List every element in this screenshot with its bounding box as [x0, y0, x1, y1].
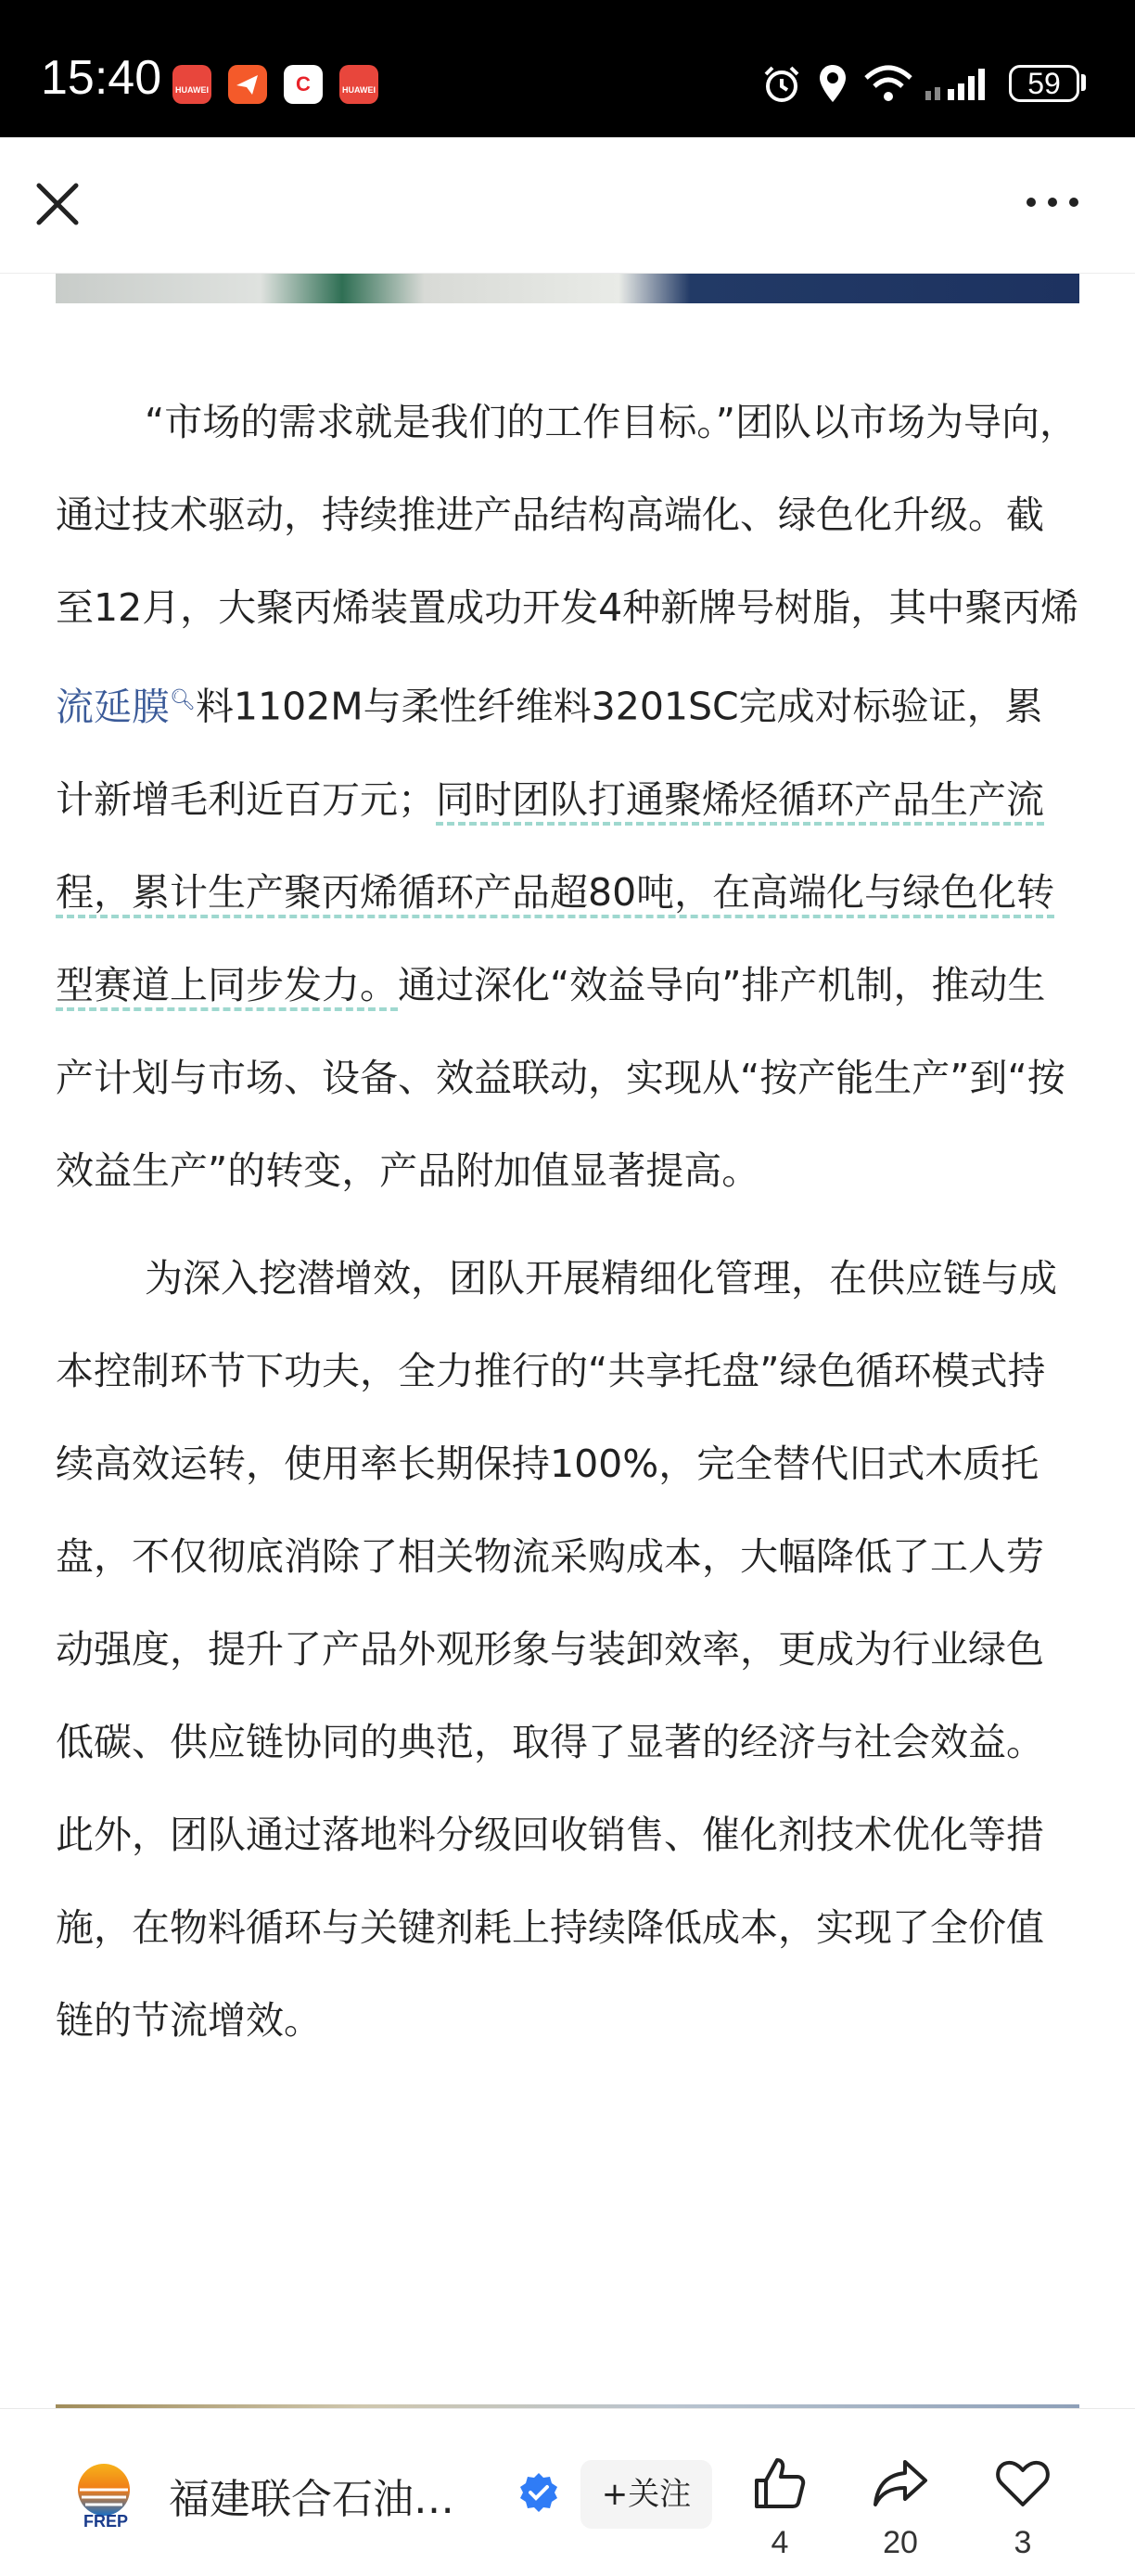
battery-tip [1081, 74, 1086, 91]
favorite-count: 3 [1014, 2525, 1032, 2560]
article-paragraph [56, 376, 1079, 1217]
huawei-store-icon: HUAWEI [339, 65, 378, 104]
status-bar [0, 0, 1135, 137]
highlighted-text[interactable]: 同时团队打通聚烯烃循环产品生产流程，累计生产聚丙烯循环产品超80吨，在高端化与绿色化转型赛道上同步发力。 [56, 777, 1054, 1011]
paragraph-text: 通过深化“效益导向”排产机制，推动生产计划与市场、设备、效益联动，实现从“按产能生产”到“按效益生产”的转变，产品附加值显著提高。 [56, 962, 1065, 1193]
paragraph-text: “市场的需求就是我们的工作目标。”团队以市场为导向，通过技术驱动，持续推进产品结构高端化、绿色化升级。截至12月，大聚丙烯装置成功开发4种新牌号树脂，其中聚丙烯 [56, 400, 1079, 630]
article-image-top [56, 274, 1079, 303]
search-icon: 🔍︎ [170, 688, 196, 711]
heart-icon [994, 2454, 1052, 2512]
share-count: 20 [883, 2525, 918, 2560]
keyword-search-link[interactable]: 流延膜🔍︎ [56, 684, 196, 729]
close-icon[interactable] [28, 174, 87, 234]
alarm-icon [759, 61, 805, 108]
favorite-button[interactable] [981, 2454, 1065, 2561]
battery-icon: 59 [1009, 65, 1079, 102]
account-name[interactable]: 福建联合石油… [169, 2476, 454, 2523]
follow-button[interactable]: +关注 [580, 2460, 712, 2529]
share-button[interactable] [859, 2454, 942, 2561]
article-body [56, 376, 1079, 2067]
like-button[interactable] [738, 2454, 822, 2561]
verified-badge-icon [517, 2471, 560, 2514]
account-logo-text: FREP [83, 2512, 128, 2531]
more-options-icon[interactable] [1020, 184, 1085, 221]
top-navigation-bar [0, 137, 1135, 274]
thumbs-up-icon [751, 2454, 809, 2512]
status-time: 15:40 [41, 51, 162, 105]
like-count: 4 [771, 2525, 789, 2560]
share-icon [872, 2454, 929, 2512]
article-paragraph: 为深入挖潜增效，团队开展精细化管理，在供应链与成本控制环节下功夫，全力推行的“共享托盘”绿色循环模式持续高效运转，使用率长期保持100%，完全替代旧式木质托盘，不仅彻底消除了相关物流采购成本，大幅降低了工人劳动强度，提升了产品外观形象与装卸效率，更成为行业绿色低碳、供应链协同的典范，取得了显著的经济与社会效益。此外，团队通过落地料分级回收销售、催化剂技术优化等措施，在物料循环与关键剂耗上持续降低成本，实现了全价值链的节流增效。 [56, 1255, 1057, 2043]
wifi-icon [862, 61, 914, 108]
paragraph-text: 料1102M与柔性纤维料3201SC完成对标验证，累计新增毛利近百万元； [56, 684, 1043, 822]
signal-icon [924, 61, 994, 108]
send-app-icon [228, 65, 267, 104]
c-app-icon: C [284, 65, 323, 104]
huawei-store-icon: HUAWEI [172, 65, 211, 104]
location-icon [816, 61, 849, 108]
